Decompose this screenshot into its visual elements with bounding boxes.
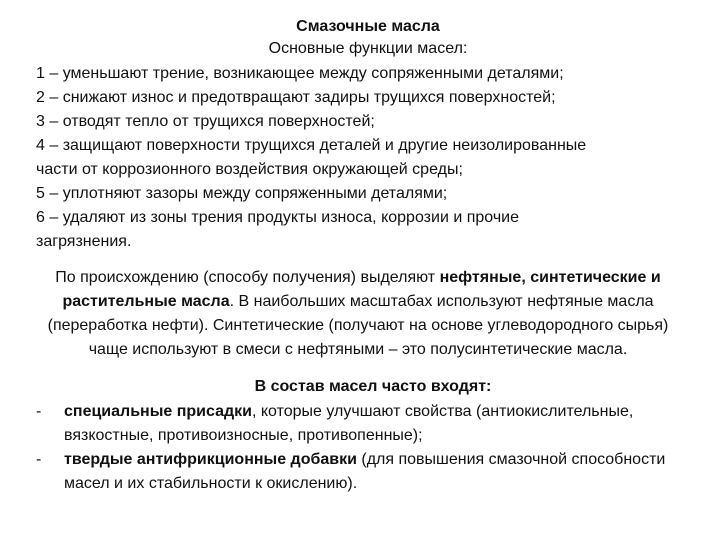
origin-highlight: нефтяные, синтетические и растительные масла (62, 269, 661, 310)
list-item (36, 400, 680, 448)
composition-list (36, 400, 680, 496)
functions-list (36, 62, 680, 254)
item-bold: твердые антифрикционные добавки (64, 451, 357, 468)
slide-title: Смазочные масла (296, 18, 440, 35)
item-text: , которые улучшают свойства (антиокислительные, вязкостные, противоизносные, противопенные); (64, 403, 634, 444)
list-item (36, 448, 680, 496)
function-line: 2 – снижают износ и предотвращают задиры трущихся поверхностей; (36, 89, 556, 106)
origin-paragraph (36, 266, 680, 362)
functions-heading: Основные функции масел: (268, 40, 468, 57)
function-line: 5 – уплотняют зазоры между сопряженными деталями; (36, 185, 448, 202)
function-line: 4 – защищают поверхности трущихся деталей и другие неизолированные (36, 137, 587, 154)
function-line: 1 – уменьшают трение, возникающее между сопряженными деталями; (36, 65, 564, 82)
function-line: 3 – отводят тепло от трущихся поверхностей; (36, 113, 375, 130)
bullet-dash: - (36, 451, 42, 468)
item-bold: специальные присадки (64, 403, 252, 420)
function-line: 6 – удаляют из зоны трения продукты износа, коррозии и прочие (36, 209, 519, 226)
function-line: загрязнения. (36, 233, 132, 250)
composition-heading: В состав масел часто входят: (254, 378, 492, 395)
bullet-dash: - (36, 403, 42, 420)
function-line: части от коррозионного воздействия окружающей среды; (36, 161, 463, 178)
origin-intro: По происхождению (способу получения) выделяют (55, 269, 440, 286)
item-text: (для повышения смазочной способности масел и их стабильности к окислению). (64, 451, 666, 492)
origin-rest: . В наибольших масштабах используют нефтяные масла (переработка нефти). Синтетические (получают на основе углеводородного сырья) чаще используют в смеси с нефтяными – это полусинтетические масла. (47, 293, 669, 358)
